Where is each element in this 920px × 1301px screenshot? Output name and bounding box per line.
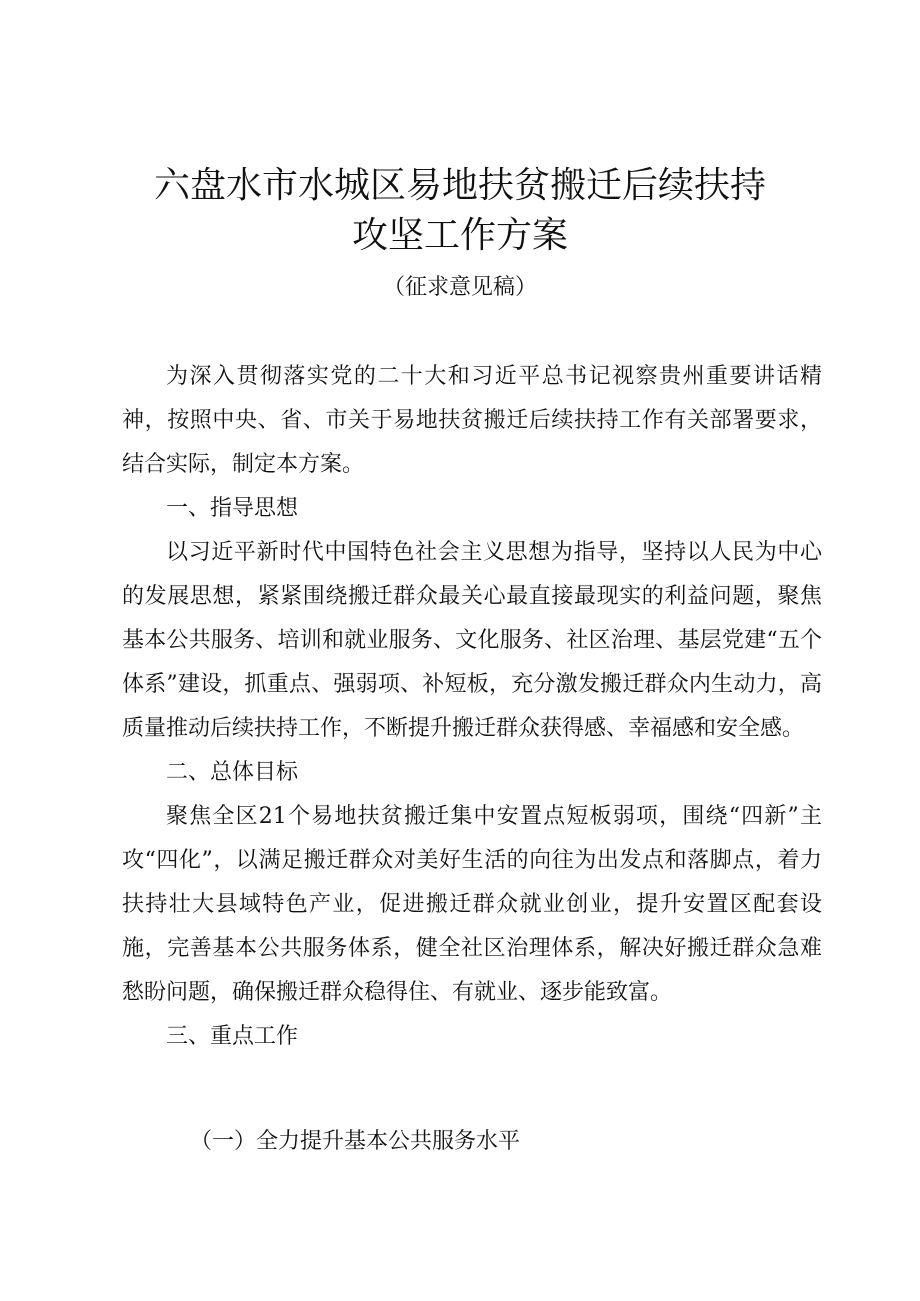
guiding-ideology-paragraph: 以习近平新时代中国特色社会主义思想为指导，坚持以人民为中心的发展思想，紧紧围绕搬迁群众最关心最直接最现实的利益问题，聚焦基本公共服务、培训和就业服务、文化服务、社区治理、基层党建“五个体系”建设，抓重点、强弱项、补短板，充分激发搬迁群众内生动力，高质量推动后续扶持工作，不断提升搬迁群众获得感、幸福感和安全感。 [122, 540, 822, 741]
document-title-line-2: 攻坚工作方案 [351, 215, 568, 256]
intro-paragraph: 为深入贯彻落实党的二十大和习近平总书记视察贵州重要讲话精神，按照中央、省、市关于易地扶贫搬迁后续扶持工作有关部署要求，结合实际，制定本方案。 [122, 364, 822, 477]
document-title-line-1: 六盘水市水城区易地扶贫搬迁后续扶持 [153, 165, 766, 206]
section-heading-guiding-ideology: 一、指导思想 [166, 496, 299, 521]
document-body [122, 355, 822, 1059]
section-heading-overall-goal: 二、总体目标 [166, 760, 299, 785]
section-heading-key-work: 三、重点工作 [166, 1024, 299, 1049]
document-subtitle: （征求意见稿） [382, 275, 537, 300]
subsection-heading-public-services: （一）全力提升基本公共服务水平 [190, 1129, 521, 1154]
overall-goal-paragraph: 聚焦全区21个易地扶贫搬迁集中安置点短板弱项，围绕“四新”主攻“四化”，以满足搬迁群众对美好生活的向往为出发点和落脚点，着力扶持壮大县域特色产业，促进搬迁群众就业创业，提升安置区配套设施，完善基本公共服务体系，健全社区治理体系，解决好搬迁群众急难愁盼问题，确保搬迁群众稳得住、有就业、逐步能致富。 [122, 804, 822, 1005]
